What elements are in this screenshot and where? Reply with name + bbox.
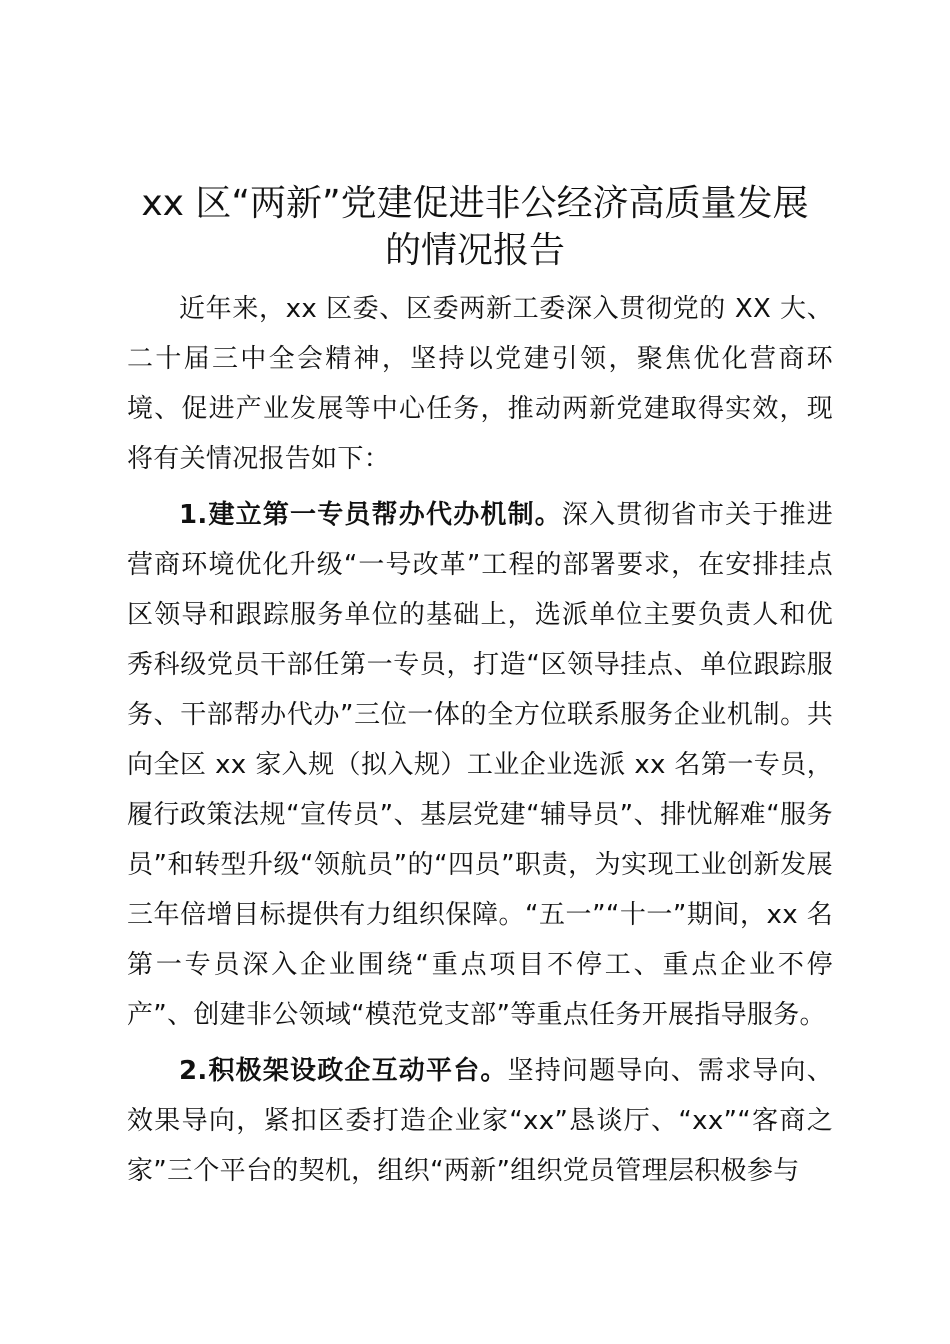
section-text-2: 坚持问题导向、需求导向、效果导向，紧扣区委打造企业家“xx”恳谈厅、“xx”“客商之家”三个平台的契机，组织“两新”组织党员管理层积极参与 [127,1056,833,1186]
section-paragraph-1 [127,490,833,1040]
title-line-2: 的情况报告 [384,230,565,271]
document-title [100,180,850,274]
title-line-1: xx 区“两新”党建促进非公经济高质量发展 [141,183,809,224]
section-heading-1: 1.建立第一专员帮办代办机制。 [179,500,562,530]
document-body [127,284,833,1196]
section-text-1: 深入贯彻省市关于推进营商环境优化升级“一号改革”工程的部署要求，在安排挂点区领导和跟踪服务单位的基础上，选派单位主要负责人和优秀科级党员干部任第一专员，打造“区领导挂点、单位跟踪服务、干部帮办代办”三位一体的全方位联系服务企业机制。共向全区 xx 家入规（拟入规）工业企业选派 xx 名第一专员，履行政策法规“宣传员”、基层党建“辅导员”、排忧解难“服务员”和转型升级“领航员”的“四员”职责，为实现工业创新发展三年倍增目标提供有力组织保障。“五一”“十一”期间，xx 名第一专员深入企业围绕“重点项目不停工、重点企业不停产”、创建非公领域“模范党支部”等重点任务开展指导服务。 [127,500,833,1030]
intro-paragraph: 近年来，xx 区委、区委两新工委深入贯彻党的 XX 大、二十届三中全会精神，坚持以党建引领，聚焦优化营商环境、促进产业发展等中心任务，推动两新党建取得实效，现将有关情况报告如下： [127,294,833,474]
section-paragraph-2 [127,1046,833,1196]
section-heading-2: 2.积极架设政企互动平台。 [179,1056,508,1086]
